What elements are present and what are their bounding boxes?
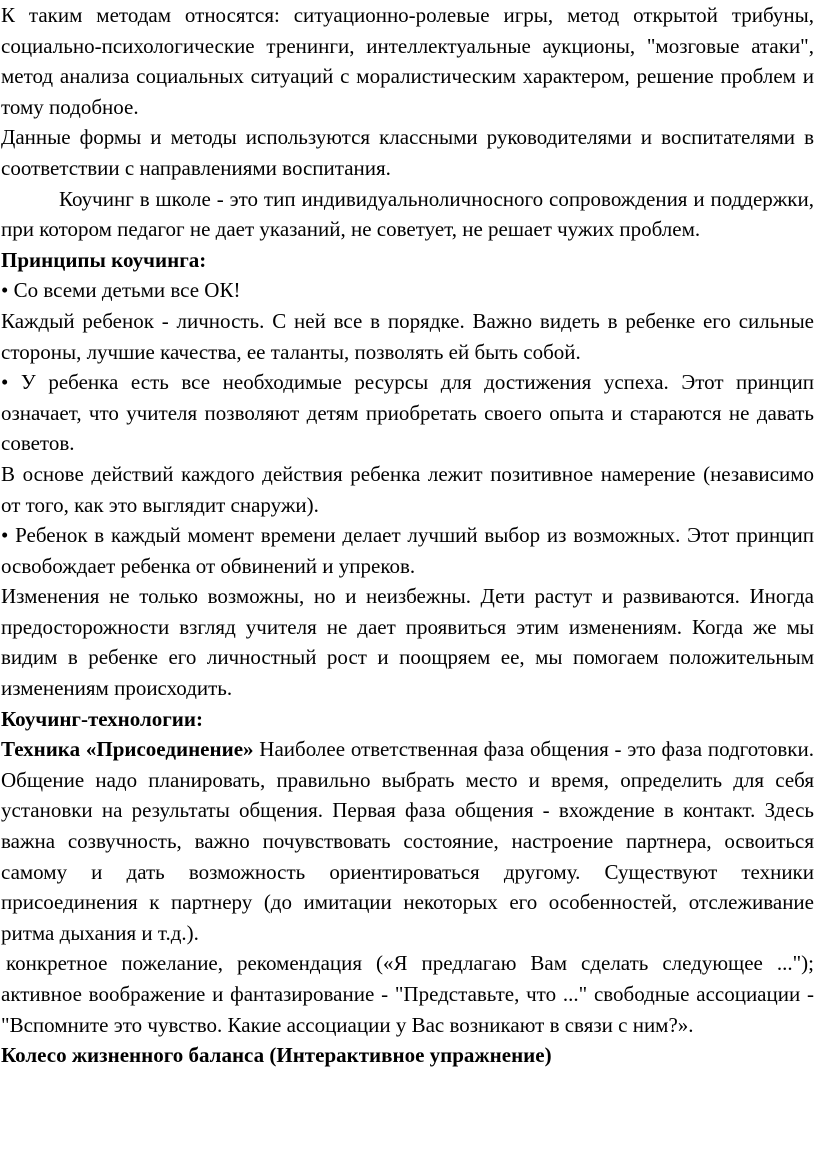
paragraph-methods: К таким методам относятся: ситуационно-ролевые игры, метод открытой трибуны, социально-психологические тренинги, интеллектуальные аукционы, "мозговые атаки", метод анализа социальных ситуаций с моралистическим характером, решение проблем и тому подобное. (1, 3, 814, 119)
heading-life-wheel: Колесо жизненного баланса (Интерактивное упражнение) (1, 1043, 552, 1068)
paragraph-recommendation: конкретное пожелание, рекомендация («Я предлагаю Вам сделать следующее ..."); активное воображение и фантазирование - "Представьте, что ..." свободные ассоциации - "Вспомните это чувство. Какие ассоциации у Вас возникают в связи с ним?». (1, 951, 814, 1037)
paragraph-coaching-definition: Коучинг в школе - это тип индивидуальноличносного сопровождения и поддержки, при котором педагог не дает указаний, не советует, не решает чужих проблем. (1, 186, 814, 242)
paragraph-changes: Изменения не только возможны, но и неизбежны. Дети растут и развиваются. Иногда предосторожности взгляд учителя не дает проявиться этим изменениям. Когда же мы видим в ребенке его личностный рост и поощряем ее, мы помогаем положительным изменениям происходить. (1, 584, 814, 701)
heading-technologies: Коучинг-технологии: (1, 706, 204, 731)
bullet-best-choice: • Ребенок в каждый момент времени делает лучший выбор из возможных. Этот принцип освобождает ребенка от обвинений и упреков. (1, 523, 814, 578)
paragraph-positive-intent: В основе действий каждого действия ребенка лежит позитивное намерение (независимо от того, как это выглядит снаружи). (1, 461, 814, 517)
bullet-all-ok: • Со всеми детьми все ОК! (1, 278, 241, 303)
bullet-resources: • У ребенка есть все необходимые ресурсы для достижения успеха. Этот принцип означает, что учителя позволяют детям приобретать своего опыта и стараются не давать советов. (1, 370, 814, 456)
paragraph-forms: Данные формы и методы используются классными руководителями и воспитателями в соответствии с направлениями воспитания. (1, 125, 814, 180)
paragraph-joining-technique (1, 734, 814, 948)
paragraph-personality: Каждый ребенок - личность. С ней все в порядке. Важно видеть в ребенке его сильные стороны, лучшие качества, ее таланты, позволять ей быть собой. (1, 308, 814, 364)
heading-principles: Принципы коучинга: (1, 247, 207, 272)
technique-description: Наиболее ответственная фаза общения - это фаза подготовки. Общение надо планировать, правильно выбрать место и время, определить для себя установки на результаты общения. Первая фаза общения - вхождение в контакт. Здесь важна созвучность, важно почувствовать состояние, настроение партнера, освоиться самому и дать возможность ориентироваться другому. Существуют техники присоединения к партнеру (до имитации некоторых его особенностей, отслеживание ритма дыхания и т.д.). (1, 737, 814, 945)
technique-title: Техника «Присоединение» (1, 737, 254, 762)
